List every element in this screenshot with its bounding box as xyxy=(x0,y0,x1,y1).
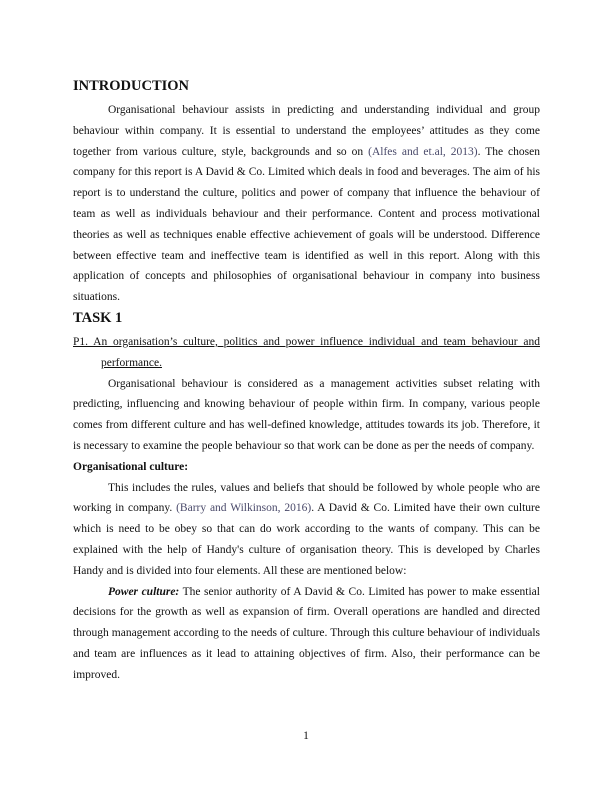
p1-subheading: P1. An organisation’s culture, politics and power influence individual and team behaviour and performance. xyxy=(73,335,540,369)
culture-text: This includes the rules, values and beliefs that should be followed by whole people who are working in company. xyxy=(73,481,540,515)
page-number: 1 xyxy=(303,730,309,742)
organisational-culture-label: Organisational culture: xyxy=(73,460,189,473)
p1-paragraph: Organisational behaviour is considered as a management activities subset relating with predicting, influencing and knowing behaviour of people within firm. In company, various people comes from different culture and has well-defined knowledge, attitudes towards its job. Therefore, it is necessary to examine the people behaviour so that work can be done as per the needs of company. xyxy=(73,377,540,452)
introduction-text: Organisational behaviour assists in predicting and understanding individual and group behaviour within company. It is essential to understand the employees’ attitudes as they come together from various culture, style, backgrounds and so on xyxy=(73,104,540,158)
citation: (Barry and Wilkinson, 2016) xyxy=(176,502,312,515)
task1-heading: TASK 1 xyxy=(73,309,123,326)
culture-paragraph xyxy=(73,478,540,582)
introduction-paragraph xyxy=(73,100,540,308)
introduction-text-continued: . The chosen company for this report is A David & Co. Limited which deals in food and beverages. The aim of his report is to understand the culture, politics and power of company that influence the behaviour of team as well as individuals behaviour and their performance. Content and process motivational theories as well as techniques enable effective achievement of goals will be understood. Difference between effective team and ineffective team is identified as well in this report. Along with this application of concepts and philosophies of organisational behaviour in company into business situations. xyxy=(73,145,540,304)
power-culture-label: Power culture: xyxy=(108,585,180,598)
power-culture-text: The senior authority of A David & Co. Limited has power to make essential decisions for the growth as well as expansion of firm. Overall operations are handled and directed through management according to the needs of culture. Through this culture behaviour of individuals and team are influences as it lead to attaining objectives of firm. Also, their performance can be improved. xyxy=(73,585,540,681)
page-content xyxy=(73,76,540,686)
citation: (Alfes and et.al, 2013) xyxy=(368,145,478,158)
power-culture-paragraph xyxy=(73,582,540,686)
introduction-heading: INTRODUCTION xyxy=(73,78,190,94)
culture-text-continued: . A David & Co. Limited have their own culture which is need to be obey so that can do work according to the wants of company. This can be explained with the help of Handy's culture of organisation theory. This is developed by Charles Handy and is divided into four elements. All these are mentioned below: xyxy=(73,502,540,577)
